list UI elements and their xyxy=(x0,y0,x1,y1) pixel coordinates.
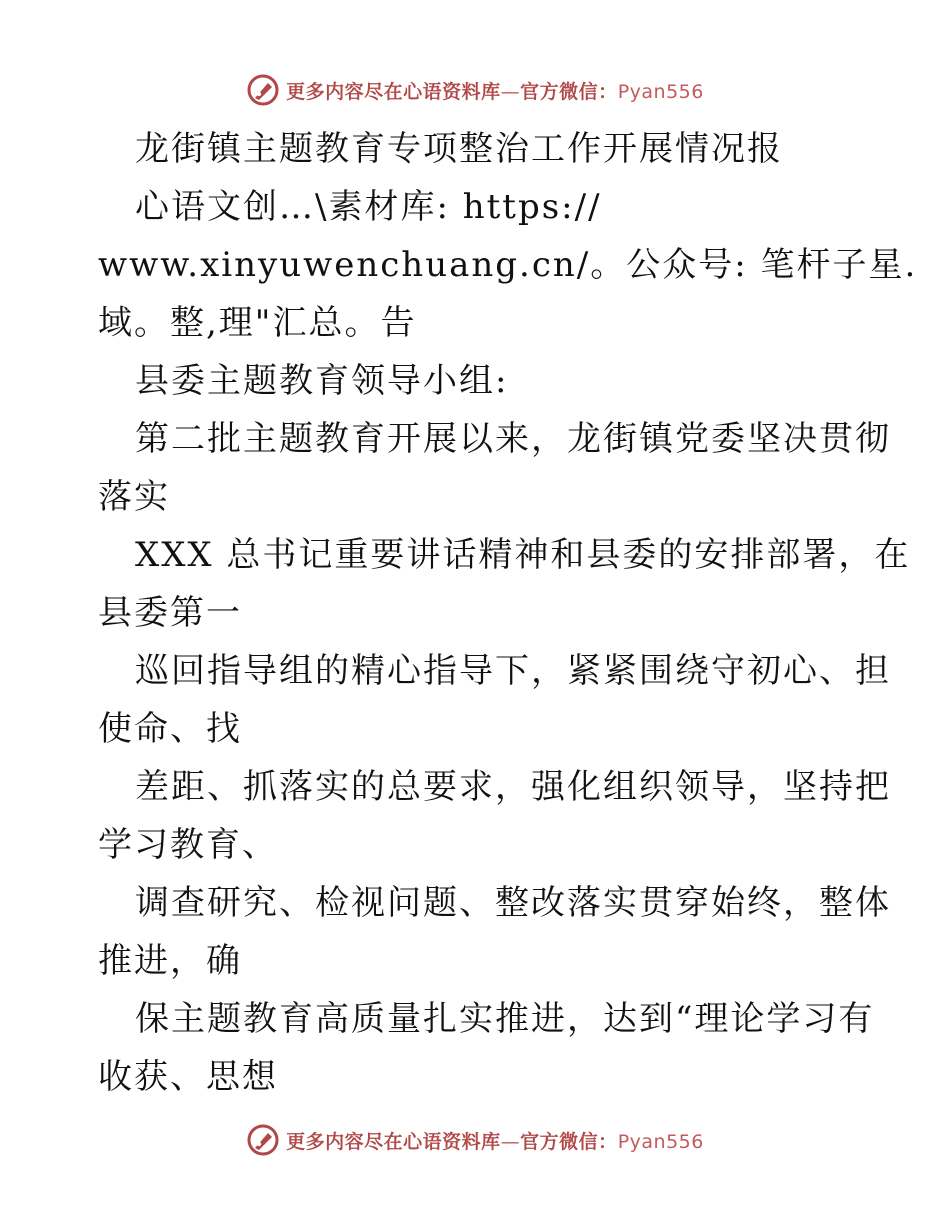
pen-nib-circle-icon xyxy=(246,1123,280,1157)
doc-line: 县委第一 xyxy=(98,593,242,633)
banner-wechat-id: Pyan556 xyxy=(617,80,704,103)
banner-text xyxy=(286,77,704,104)
banner-dash: — xyxy=(500,1130,521,1153)
doc-line: XXX 总书记重要讲话精神和县委的安排部署，在 xyxy=(135,535,911,575)
banner-wechat-id: Pyan556 xyxy=(617,1130,704,1153)
doc-line: 第二批主题教育开展以来，龙街镇党委坚决贯彻 xyxy=(135,419,891,459)
banner-wechat-label: 官方微信： xyxy=(520,80,618,103)
doc-line: 收获、思想 xyxy=(98,1057,278,1097)
footer-banner xyxy=(0,1120,950,1160)
doc-line: 学习教育、 xyxy=(98,825,278,865)
doc-line: 县委主题教育领导小组: xyxy=(135,361,509,401)
doc-line: 推进，确 xyxy=(98,941,242,981)
header-banner xyxy=(0,70,950,110)
banner-dash: — xyxy=(500,80,521,103)
doc-line: 使命、找 xyxy=(98,709,242,749)
doc-line: 调查研究、检视问题、整改落实贯穿始终，整体 xyxy=(135,883,891,923)
doc-line: 龙街镇主题教育专项整治工作开展情况报 xyxy=(135,129,783,169)
doc-line: 巡回指导组的精心指导下，紧紧围绕守初心、担 xyxy=(135,651,891,691)
doc-line: 保主题教育高质量扎实推进，达到“理论学习有 xyxy=(135,999,875,1039)
banner-wechat-label: 官方微信： xyxy=(520,1130,618,1153)
banner-text xyxy=(286,1127,704,1154)
banner-site-text: 更多内容尽在心语资料库 xyxy=(286,1130,501,1153)
pen-nib-circle-icon xyxy=(246,73,280,107)
doc-line: 域。整,理"汇总。告 xyxy=(98,303,417,343)
document-body xyxy=(98,120,918,1106)
doc-line: 差距、抓落实的总要求，强化组织领导，坚持把 xyxy=(135,767,891,807)
doc-line: 心语文创…\素材库: https:// xyxy=(135,187,602,227)
banner-site-text: 更多内容尽在心语资料库 xyxy=(286,80,501,103)
doc-line: www.xinyuwenchuang.cn/。公众号: 笔杆子星. xyxy=(98,245,918,285)
doc-line: 落实 xyxy=(98,477,170,517)
